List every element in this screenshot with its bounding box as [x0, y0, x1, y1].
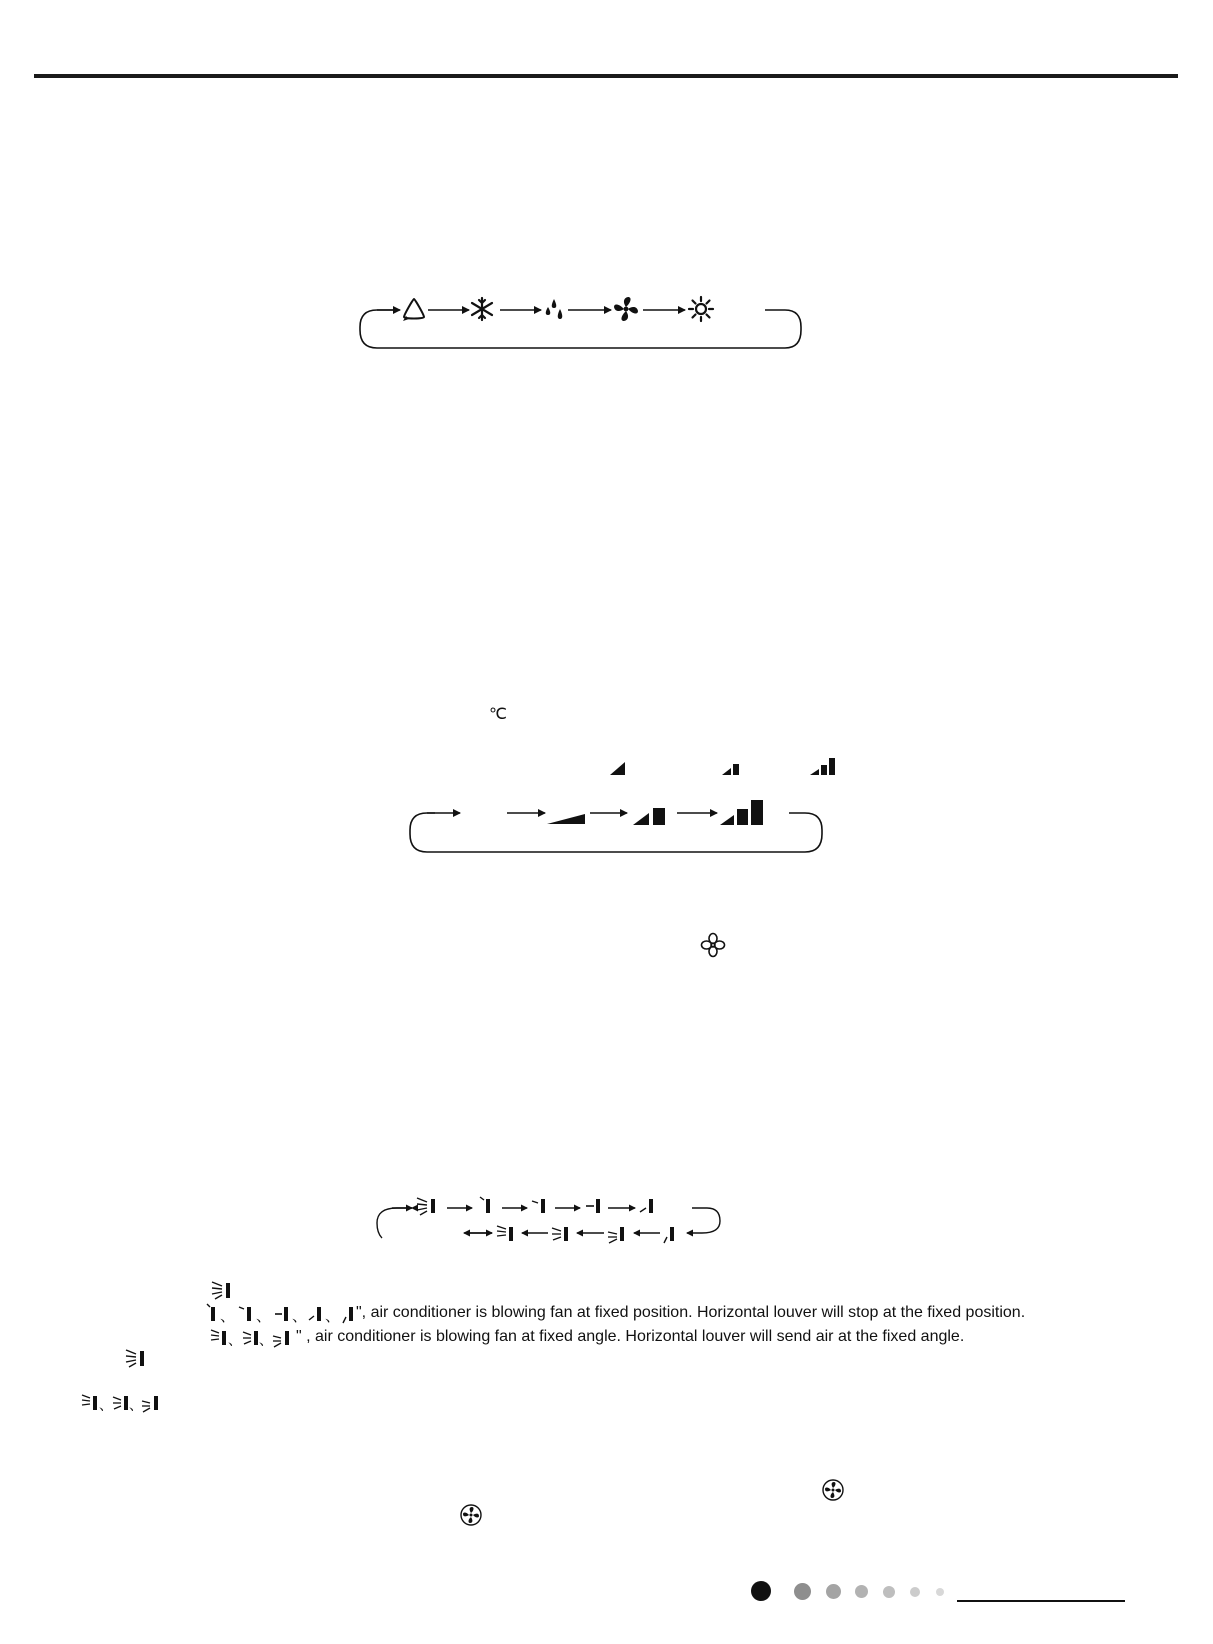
- fixed-angle-icons: [211, 1327, 301, 1349]
- fan-speed-medium-icon: [633, 808, 665, 825]
- svg-text:、: 、: [292, 1308, 308, 1325]
- swing-lower-icon: [142, 1396, 158, 1412]
- footer-dot: [936, 1588, 944, 1596]
- fixed-position-icons: [207, 1303, 367, 1325]
- temperature-unit-symbol: ℃: [489, 706, 507, 723]
- fixed-position-description: ", air conditioner is blowing fan at fixed position. Horizontal louver will stop at the fixed position.: [356, 1304, 1026, 1321]
- swing-middle-icon: [552, 1227, 568, 1241]
- svg-text:、: 、: [228, 1332, 242, 1348]
- footer-dot: [826, 1584, 841, 1599]
- swing-middle-icon: [243, 1331, 258, 1345]
- footer-rule: [957, 1600, 1125, 1602]
- fan-circle-icon: [822, 1479, 844, 1501]
- swing-upper-icon: [497, 1226, 513, 1241]
- swing-all-icon: [212, 1280, 234, 1302]
- footer-dot: [794, 1583, 811, 1600]
- footer-dot: [883, 1586, 895, 1598]
- louver-position-4-icon: [640, 1199, 653, 1213]
- fan-speed-low-icon: [547, 814, 585, 824]
- svg-text:、: 、: [220, 1308, 236, 1325]
- svg-text:、: 、: [256, 1308, 272, 1325]
- footer-dot: [751, 1581, 771, 1601]
- dry-droplet-icon: [546, 299, 563, 319]
- louver-position-4-icon: [309, 1307, 321, 1321]
- svg-text:、: 、: [129, 1397, 143, 1413]
- mode-cycle-diagram: [355, 285, 815, 355]
- auto-mode-icon: [403, 299, 424, 321]
- louver-position-5-icon: [664, 1227, 674, 1243]
- fan-speed-low-icon: [610, 762, 625, 775]
- louver-position-2-icon: [532, 1199, 545, 1213]
- footer-dot: [910, 1587, 920, 1597]
- heat-sun-icon: [689, 297, 713, 321]
- svg-text:、: 、: [259, 1332, 273, 1348]
- fan-speed-high-icon: [810, 758, 835, 775]
- swing-lower-icon: [608, 1227, 624, 1243]
- fan-icon: [614, 297, 638, 321]
- fixed-angle-icons: [82, 1392, 172, 1414]
- svg-text:、: 、: [325, 1308, 341, 1325]
- swing-all-icon: [126, 1348, 148, 1370]
- swing-all-icon: [417, 1198, 435, 1215]
- louver-position-1-icon: [207, 1304, 215, 1321]
- swing-upper-icon: [211, 1330, 226, 1345]
- louver-position-1-icon: [480, 1197, 490, 1213]
- fan-circle-icon: [460, 1504, 482, 1526]
- louver-position-5-icon: [343, 1307, 353, 1323]
- fan-speed-cycle-diagram: [405, 798, 835, 866]
- fixed-angle-description: " , air conditioner is blowing fan at fixed angle. Horizontal louver will send air at the fixed angle.: [296, 1328, 965, 1345]
- svg-text:、: 、: [99, 1397, 113, 1413]
- louver-position-3-icon: [275, 1307, 288, 1321]
- fan-speed-medium-icon: [722, 764, 739, 775]
- swing-lower-icon: [273, 1331, 289, 1347]
- top-rule: [34, 74, 1178, 78]
- louver-position-2-icon: [239, 1307, 251, 1321]
- footer-dot: [855, 1585, 868, 1598]
- fan-outline-icon: [700, 932, 726, 958]
- louver-position-3-icon: [586, 1199, 600, 1213]
- fan-speed-level-icons: [610, 755, 850, 780]
- swing-middle-icon: [113, 1396, 128, 1410]
- cool-snowflake-icon: [472, 298, 492, 320]
- swing-cycle-diagram: [372, 1193, 727, 1258]
- swing-upper-icon: [82, 1395, 97, 1410]
- fan-speed-high-icon: [720, 800, 763, 825]
